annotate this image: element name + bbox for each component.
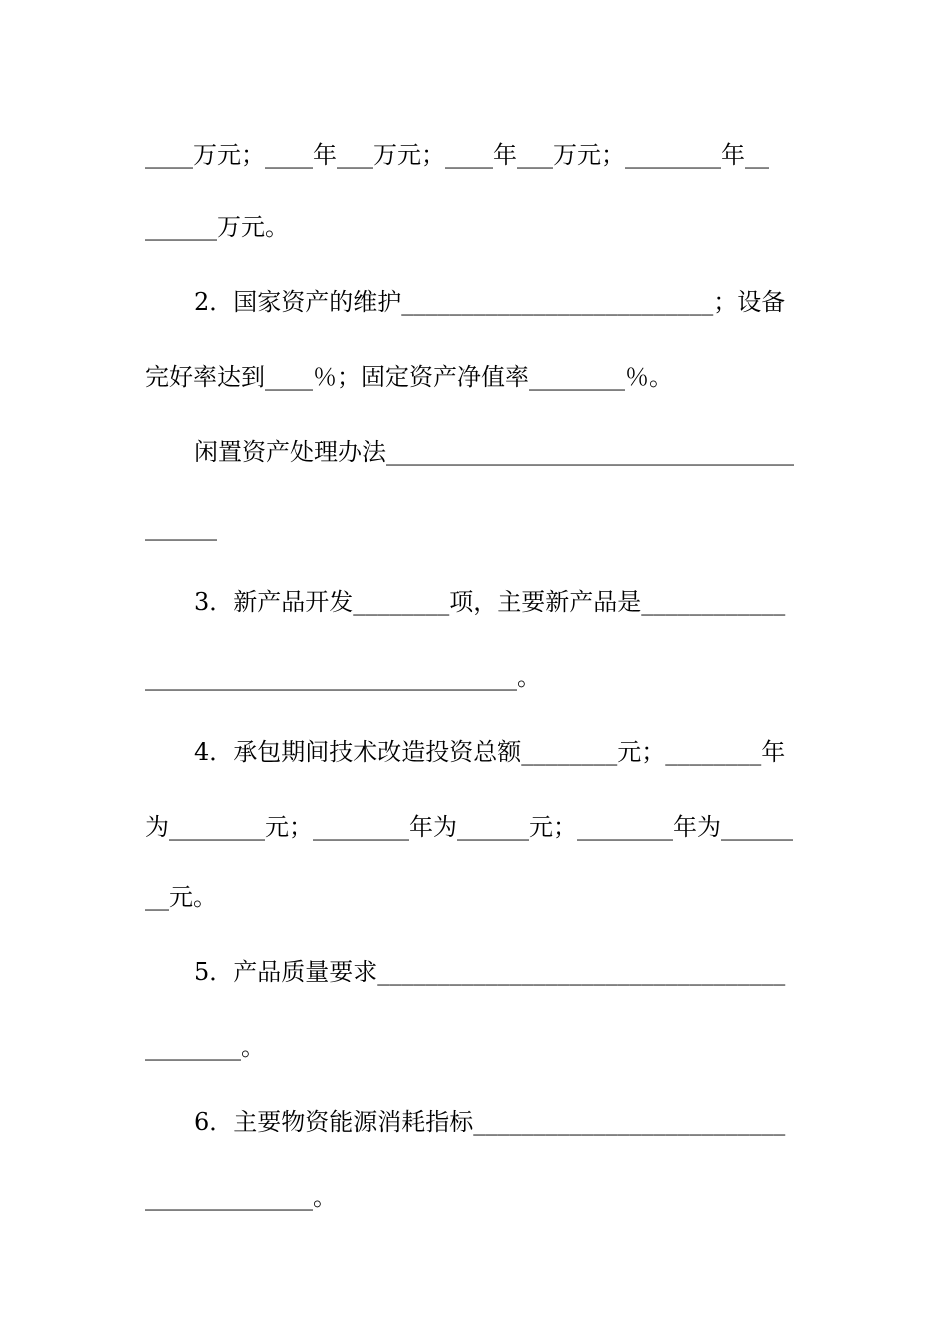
item-2-line-2: 完好率达到____％；固定资产净值率________％。 [145, 363, 673, 391]
item-4-line-3: __元。 [145, 883, 217, 911]
item-4-line-2: 为________元；________年为______元；________年为______ [145, 813, 793, 841]
idle-assets-line-2: ______ [145, 513, 217, 541]
item-6-line-1: 6．主要物资能源消耗指标__________________________ [194, 1108, 786, 1136]
text-line-1: ____万元；____年___万元；____年___万元；________年__ [145, 141, 769, 169]
item-3-line-1: 3．新产品开发________项，主要新产品是____________ [194, 588, 786, 616]
item-5-line-1: 5．产品质量要求__________________________________ [194, 958, 786, 986]
text-line-2: ______万元。 [145, 213, 289, 241]
item-5-line-2: ________。 [145, 1033, 265, 1061]
item-6-line-2: ______________。 [145, 1183, 337, 1211]
item-4-line-1: 4．承包期间技术改造投资总额________元；________年 [194, 738, 786, 766]
idle-assets-line-1: 闲置资产处理办法__________________________________ [194, 438, 794, 466]
item-2-line-1: 2．国家资产的维护__________________________；设备 [194, 288, 786, 316]
item-3-line-2: _______________________________。 [145, 663, 541, 691]
